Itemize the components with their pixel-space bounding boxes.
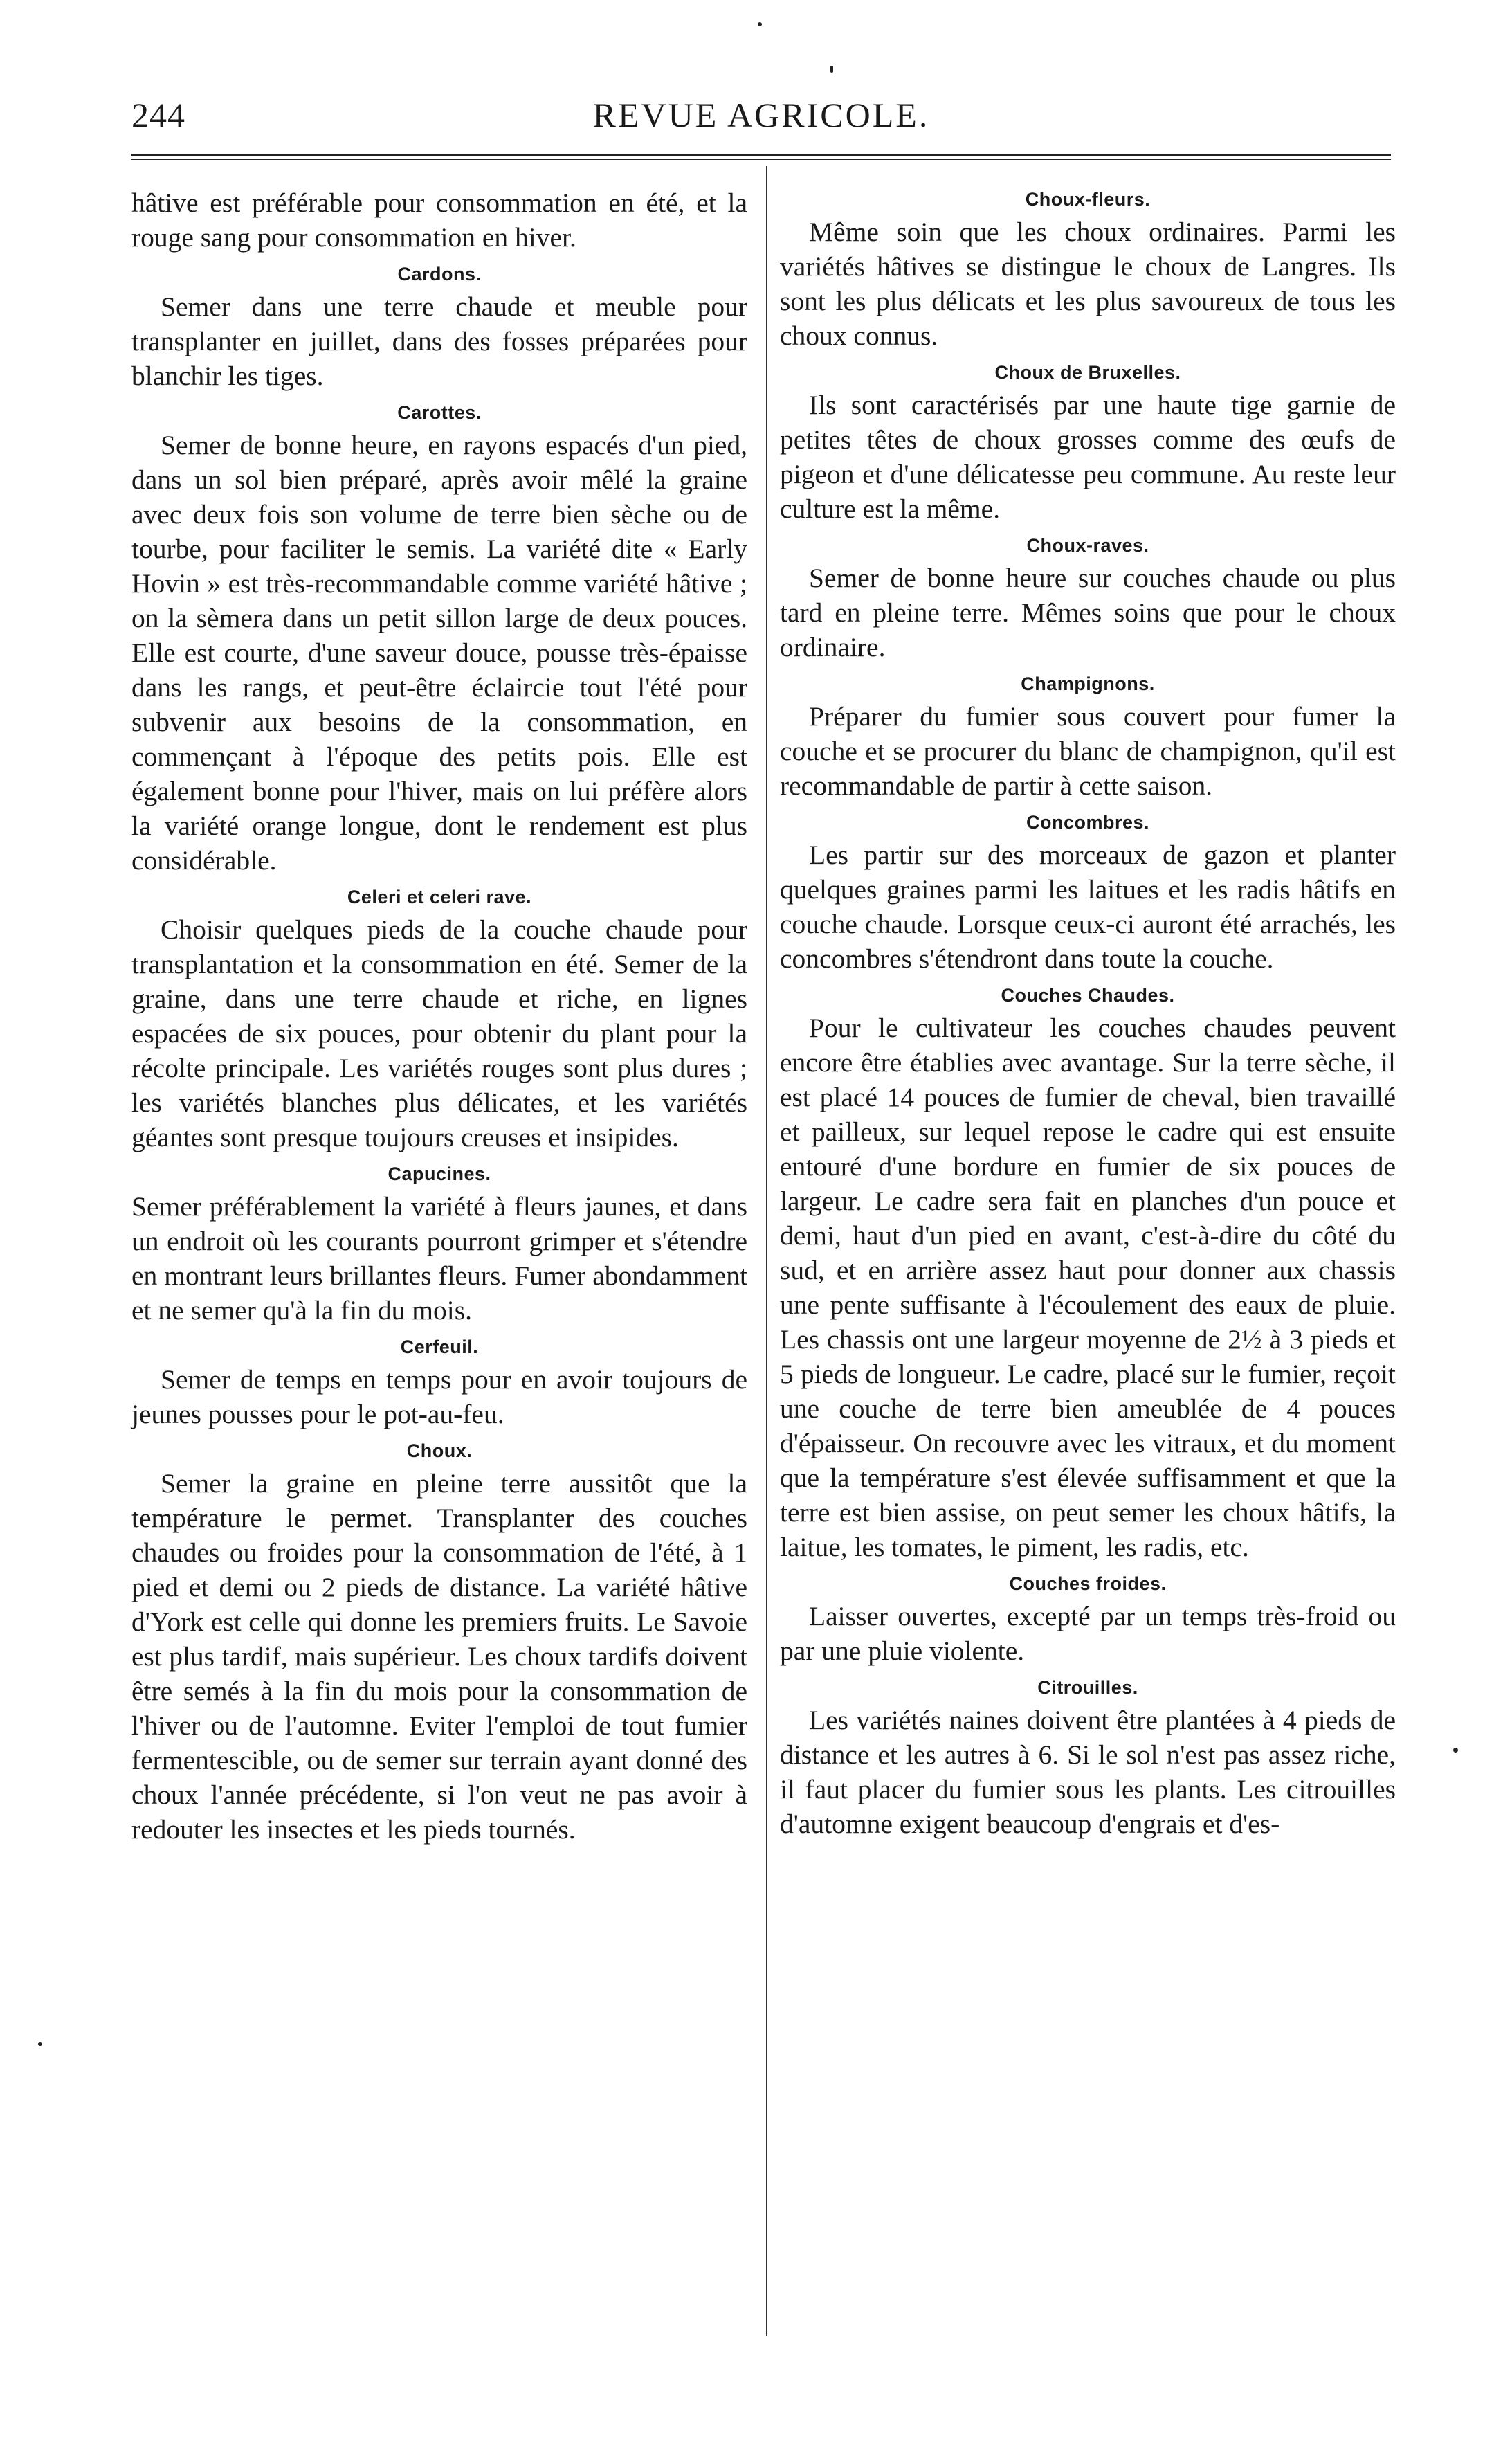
section-heading-choux-raves: Choux-raves. <box>1026 535 1149 556</box>
right-column <box>780 185 1396 1841</box>
print-speck <box>38 2042 42 2046</box>
running-title: REVUE AGRICOLE. <box>592 96 930 134</box>
section-heading-carottes: Carottes. <box>397 402 482 423</box>
section-paragraph: Laisser ouvertes, excepté par un temps très-froid ou par une pluie violente. <box>780 1601 1396 1666</box>
section-paragraph: Ils sont caractérisés par une haute tige garnie de petites têtes de choux grosses comme des œufs de pigeon et d'une délicatesse peu commune. Au reste leur culture est la même. <box>780 390 1396 524</box>
header-rule <box>131 154 1391 156</box>
page-number: 244 <box>131 96 185 134</box>
section-paragraph: Même soin que les choux ordinaires. Parmi les variétés hâtives se distingue le choux de Langres. Ils sont les plus délicats et les plus savoureux de tous les choux connus. <box>780 217 1396 351</box>
section-heading-cardons: Cardons. <box>397 264 482 284</box>
section-paragraph: Pour le cultivateur les couches chaudes peuvent encore être établies avec avantage. Sur la terre sèche, il est placé 14 pouces de fumier de cheval, bien travaillé et pailleux, sur lequel repose le cadre qui est ensuite entouré d'une bordure en fumier de six pouces de largeur. Le cadre sera fait en planches d'un pouce et demi, haut d'un pied en avant, c'est-à-dire du côté du sud, et en arrière assez haut pour donner aux chassis une pente suffisante à l'écoulement des eaux de pluie. Les chassis ont une largeur moyenne de 2½ à 3 pieds et 5 pieds de longueur. Le cadre, placé sur le fumier, reçoit une couche de terre bien ameublée de 4 pouces d'épaisseur. On recouvre avec les vitraux, et du moment que la température s'est élevée suffisamment et que la terre est bien assise, on peut semer les choux hâtifs, la laitue, les tomates, le piment, les radis, etc. <box>780 1013 1396 1562</box>
section-heading-capucines: Capucines. <box>388 1164 491 1184</box>
section-paragraph: Semer de bonne heure sur couches chaude ou plus tard en pleine terre. Mêmes soins que pour le choux ordinaire. <box>780 563 1396 662</box>
section-heading-choux-de-bruxelles: Choux de Bruxelles. <box>994 362 1181 383</box>
section-paragraph: Les variétés naines doivent être plantées à 4 pieds de distance et les autres à 6. Si le sol n'est pas assez riche, il faut placer du fumier sous les plants. Les citrouilles d'automne exigent beaucoup d'engrais et d'es- <box>780 1705 1396 1839</box>
section-paragraph: Choisir quelques pieds de la couche chaude pour transplantation et la consommation en été. Semer de la graine, dans une terre chaude et riche, en lignes espacées de six pouces, pour obtenir du plant pour la récolte principale. Les variétés rouges sont plus dures ; les variétés blanches plus délicates, et les variétés géantes sont presque toujours creuses et insipides. <box>131 914 747 1152</box>
header-rule-thin <box>131 159 1391 160</box>
intro-paragraph: hâtive est préférable pour consommation en été, et la rouge sang pour consommation en hiver. <box>131 188 747 253</box>
section-heading-celeri: Celeri et celeri rave. <box>347 887 532 907</box>
section-paragraph: Semer dans une terre chaude et meuble pour transplanter en juillet, dans des fosses préparées pour blanchir les tiges. <box>131 291 747 391</box>
print-speck <box>758 22 762 26</box>
section-paragraph: Semer préférablement la variété à fleurs jaunes, et dans un endroit où les courants pourront grimper et s'étendre en montrant leurs brillantes fleurs. Fumer abondamment et ne semer qu'à la fin du mois. <box>131 1191 747 1325</box>
section-paragraph: Semer de temps en temps pour en avoir toujours de jeunes pousses pour le pot-au-feu. <box>131 1364 747 1429</box>
page-header <box>131 87 1391 142</box>
print-speck <box>1453 1748 1458 1753</box>
section-heading-champignons: Champignons. <box>1021 673 1155 694</box>
print-speck <box>830 66 833 73</box>
section-heading-couches-chaudes: Couches Chaudes. <box>1001 985 1175 1006</box>
section-heading-choux-fleurs: Choux-fleurs. <box>1025 189 1151 210</box>
left-column <box>131 185 747 1847</box>
section-heading-citrouilles: Citrouilles. <box>1037 1677 1138 1698</box>
section-paragraph: Préparer du fumier sous couvert pour fumer la couche et se procurer du blanc de champignon, qu'il est recommandable de partir à cette saison. <box>780 701 1396 801</box>
section-heading-choux: Choux. <box>406 1440 473 1461</box>
section-paragraph: Semer de bonne heure, en rayons espacés d'un pied, dans un sol bien préparé, après avoir mêlé la graine avec deux fois son volume de terre bien sèche ou de tourbe, pour faciliter le semis. La variété dite « Early Hovin » est très-recommandable comme variété hâtive ; on la sèmera dans un petit sillon large de deux pouces. Elle est courte, d'une saveur douce, pousse très-épaisse dans les rangs, et peut-être éclaircie tout l'été pour subvenir aux besoins de la consommation, en commençant à l'époque des petits pois. Elle est également bonne pour l'hiver, mais on lui préfère alors la variété orange longue, dont le rendement est plus considérable. <box>131 430 747 876</box>
section-heading-cerfeuil: Cerfeuil. <box>400 1337 479 1357</box>
section-paragraph: Semer la graine en pleine terre aussitôt que la température le permet. Transplanter des couches chaudes ou froides pour la consommation de l'été, à 1 pied et demi ou 2 pieds de distance. La variété hâtive d'York est celle qui donne les premiers fruits. Le Savoie est plus tardif, mais supérieur. Les choux tardifs doivent être semés à la fin du mois pour la consommation de l'hiver ou de l'automne. Eviter l'emploi de tout fumier fermentescible, ou de semer sur terrain ayant donné des choux l'année précédente, si l'on veut ne pas avoir à redouter les insectes et les pieds tournés. <box>131 1468 747 1845</box>
section-heading-concombres: Concombres. <box>1026 812 1150 833</box>
section-paragraph: Les partir sur des morceaux de gazon et planter quelques graines parmi les laitues et les radis hâtifs en couche chaude. Lorsque ceux-ci auront été arrachés, les concombres s'étendront dans toute la couche. <box>780 840 1396 974</box>
column-divider <box>766 166 767 2336</box>
section-heading-couches-froides: Couches froides. <box>1009 1573 1167 1594</box>
